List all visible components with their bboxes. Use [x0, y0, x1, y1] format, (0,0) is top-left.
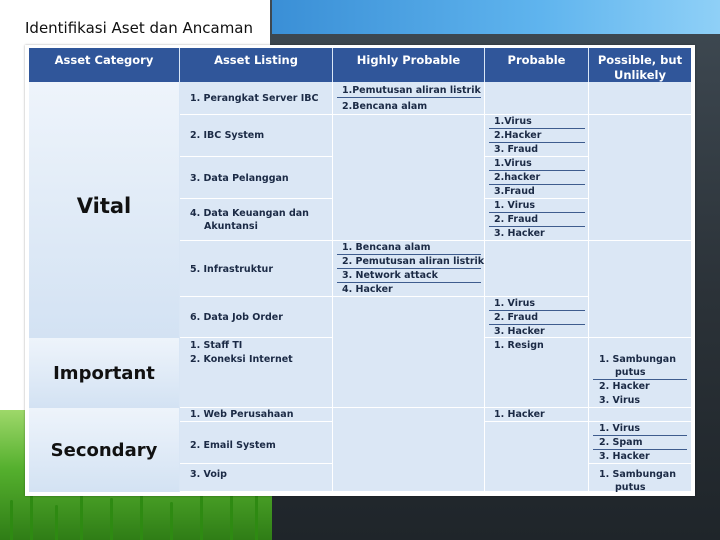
probable-item: 3.Fraud — [494, 186, 535, 197]
possible-cell — [589, 115, 691, 241]
probable-cell — [485, 241, 589, 297]
probable-item: 3. Fraud — [494, 144, 539, 155]
asset-item: Akuntansi — [204, 221, 258, 232]
asset-item: 1. Perangkat Server IBC — [190, 93, 319, 104]
slide-background-blue-band — [272, 0, 720, 34]
probable-item: 3. Hacker — [494, 228, 545, 239]
probable-cell — [485, 422, 589, 492]
grass-blade — [10, 500, 13, 540]
category-secondary — [29, 408, 179, 493]
grass-blade — [55, 505, 58, 540]
highly-probable-item: 4. Hacker — [342, 284, 393, 295]
probable-item: 2. Fraud — [494, 214, 539, 225]
probable-item: 1.Virus — [494, 158, 532, 169]
highly-probable-item: 2.Bencana alam — [342, 101, 428, 112]
grass-blade — [230, 495, 233, 540]
asset-item: 6. Data Job Order — [190, 312, 283, 323]
asset-item: 3. Data Pelanggan — [190, 173, 289, 184]
highly-probable-item: 2. Pemutusan aliran listrik — [342, 256, 485, 267]
header-asset-category: Asset Category — [29, 48, 180, 82]
grass-blade — [110, 498, 113, 540]
possible-item: 2. Spam — [599, 437, 643, 448]
probable-item: 1. Virus — [494, 298, 536, 309]
possible-item: putus — [615, 482, 646, 493]
grass-blade — [170, 502, 173, 540]
possible-item: putus — [615, 367, 646, 378]
category-vital — [29, 82, 179, 339]
probable-item: 1. Resign — [494, 340, 544, 351]
possible-item: 1. Sambungan — [599, 469, 676, 480]
header-highly-probable: Highly Probable — [333, 48, 485, 82]
header-probable: Probable — [485, 48, 589, 82]
category-secondary-label: Secondary — [50, 439, 158, 461]
possible-cell — [589, 82, 691, 115]
asset-item: 5. Infrastruktur — [190, 264, 274, 275]
highly-probable-cell — [333, 115, 485, 241]
asset-item: 2. IBC System — [190, 130, 265, 141]
highly-probable-cell — [333, 297, 485, 408]
asset-item: 1. Staff TI — [190, 340, 243, 351]
slide-title: Identifikasi Aset dan Ancaman — [25, 19, 254, 37]
possible-cell — [589, 241, 691, 338]
category-important-label: Important — [53, 362, 155, 384]
header-asset-listing: Asset Listing — [180, 48, 333, 82]
asset-item: 2. Email System — [190, 440, 276, 451]
highly-probable-cell — [333, 408, 485, 492]
grass-blade — [255, 490, 258, 540]
probable-item: 1. Hacker — [494, 409, 545, 420]
highly-probable-item: 1.Pemutusan aliran listrik — [342, 85, 481, 96]
asset-item: 2. Koneksi Internet — [190, 354, 293, 365]
asset-item: 1. Web Perusahaan — [190, 409, 294, 420]
possible-item: 3. Virus — [599, 395, 641, 406]
probable-item: 1.Virus — [494, 116, 532, 127]
probable-item: 2.hacker — [494, 172, 541, 183]
possible-item: 3. Hacker — [599, 451, 650, 462]
probable-item: 2. Fraud — [494, 312, 539, 323]
possible-cell — [589, 408, 691, 422]
asset-item: 3. Voip — [190, 469, 227, 480]
row-divider — [337, 97, 481, 98]
asset-threat-table-image — [25, 45, 695, 496]
possible-item: 1. Virus — [599, 423, 641, 434]
highly-probable-item: 1. Bencana alam — [342, 242, 431, 253]
possible-item: 1. Sambungan — [599, 354, 676, 365]
probable-cell — [485, 82, 589, 115]
probable-item: 2.Hacker — [494, 130, 542, 141]
asset-item: 4. Data Keuangan dan — [190, 208, 309, 219]
probable-item: 3. Hacker — [494, 326, 545, 337]
header-possible-unlikely: Possible, but Unlikely — [589, 48, 691, 82]
category-important — [29, 338, 179, 409]
probable-item: 1. Virus — [494, 200, 536, 211]
possible-item: 2. Hacker — [599, 381, 650, 392]
category-vital-label: Vital — [76, 194, 132, 218]
asset-threat-table — [29, 48, 691, 492]
highly-probable-item: 3. Network attack — [342, 270, 438, 281]
